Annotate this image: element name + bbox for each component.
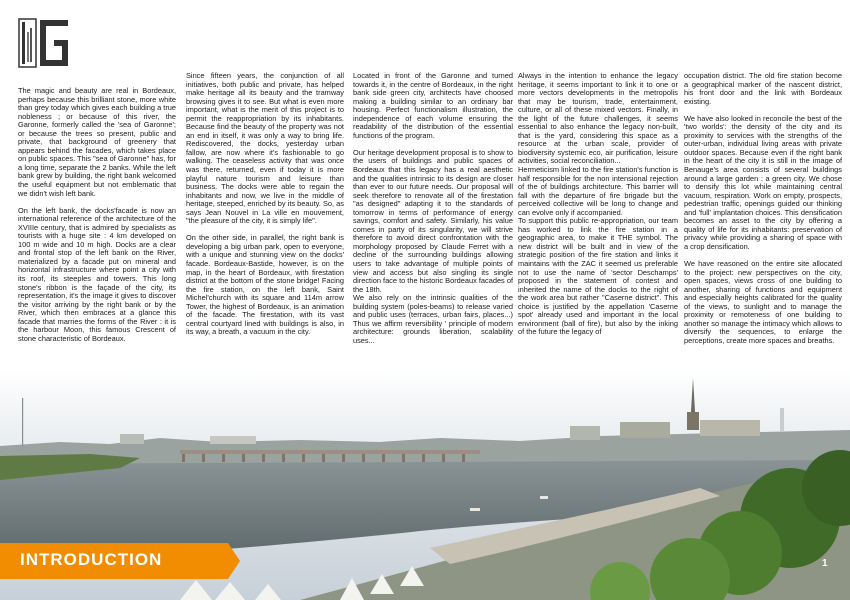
- paragraph: On the other side, in parallel, the right bank is developing a big urban park, open to everyone, with a unique and stunning view on the docks' facade. Bordeaux-Bastide, however, is on the map, in the heart of Bordeaux, with firestation district at the bottom of the stone bridge! Facing the fire station, on the left bank, Saint Michel'church with its square and 114m arrow Tower, the highest of Bordeaux, is an animation of the facade. The firestation, with its vast central courtyard lined with buildings is also, in its way, a breath, a vacuum in the city.: [186, 233, 344, 337]
- logo: [18, 18, 70, 68]
- paragraph: Since fifteen years, the conjunction of all initiatives, both public and private, has helped make heritage all its beauty and the tramway browsing gives it to see. But what is even more important, what is the merit of this project is to permit the reappropriation by its inhabitants. Because find the beauty of the property was not an end in itself, it was only a way to bring life. Rediscovered, the docks, yesterday urban fallow, are now where it's fashionable to go walking. The ceaseless activity that was once was there, returned, even if today it is more playful nature tourism and leisure than business. The docks were able to regain the inhabitants and now, we live in the middle of heritage, steeped, enriched by its beauty. So, as says Jean Nouvel in La ville en mouvement, "the pleasure of the city, it is simply life".: [186, 71, 344, 226]
- text-column-1: [18, 87, 176, 352]
- paragraph: Our heritage development proposal is to show to the users of buildings and public spaces of Bordeaux that this legacy has a real aesthetic and the qualities intrinsic to its design are closer than ever to our future needs. Our proposal will seek therefore to renovate all of the firestation "as designed" adapting it to the standards of tomorrow in terms of performance of energy savings, comfort and safety. Similarly, his value comes in party of its singularity, we will strive therefore to avoid direct confrontation with the morphology proposed by Claude Ferret with a decline of the surrounding buildings allowing users to take advantage of multiple points of view and access but also singling its single direction face to the historic Bordeaux facades of the 18th. We also rely on the intrinsic qualities of the building system (poles-beams) to release varied and public uses (terraces, urban fairs, places...) Thus we affirm reversibility ' principle of modern architecture: grounds liberation, scalability uses...: [353, 147, 513, 345]
- text-column-5: [684, 72, 842, 354]
- paragraph: On the left bank, the docks'facade is now an international reference of the architecture of the XVIIIe century, that is admired by specialists as tourists with a huge site : 4 km developed on 100 m wide and 10 m high. Docks are a clear and frontal stop of the left bank on the River, materialized by a facade put on mineral and horizontal infrastructure where point a city with its roof, its steeples and towers. This long stone's ribbon is the façade of the city, its representation, it's the image it gives to discover the visitor arriving by the right bank or by the River, which then embraces at a glance this facade that marries the forms of the River : it is the harbour Moon, this famous Crescent of stone characteristic of Bordeaux.: [18, 205, 176, 343]
- paragraph: The magic and beauty are real in Bordeaux, perhaps because this brilliant stone, more white than grey today which gives each building a true nobleness ; or because of this river, the Garonne, formerly called the 'sea of Garonne'; or because the trees so present, public and private, that background of greenery that appears behind the facades, which takes place on public spaces. This "sea of Garonne" has, for a long time, separate the 2 banks. While the left bank grew by building, the right bank welcomed the useful equipment but not emblematic that we didn't wish left bank.: [18, 86, 176, 198]
- paragraph: Always in the intention to enhance the legacy heritage, it seems important to link it to one or more vectors developments in the metropolis that may be tourism, trade, entertainment, culture, or all of these mixed vectors. Finally, in the light of the future challenges, it seems essential to also enhance the legacy non-built, that is the yard, considering this space as a resource at the urban scale, provider of biodiversity systemic eco, air purification, leisure activities, social reconciliation... Hermeticism linked to the fire station's function is half responsible for the non intensional rejection of the of buildings architecture. This barrier will fall with the departure of fire brigade but the perceived collective will be long to change and can evolve only if accompanied. To support this public re-appropriation, our team has worked to link the fire station in a geographic area, to make it THE symbol. The new district will be built and in view of the strategic position of the fire station and links it maintains with the ZAC it seemed us preferable not to use the name of 'sector Deschamps' proposed in the statement of contest and inherited the name of the docks to the right of the work area but rather "Caserne district". This choice is justified by the appellation 'Caserne spot' already used and important in the local environment (ball of fire), but also by the inking of the future the legacy of: [518, 71, 678, 337]
- paragraph: occupation district. The old fire station become a geographical marker of the nascent district, his front door and the link with Bordeaux existing.: [684, 71, 842, 106]
- text-column-4: [518, 72, 678, 346]
- paragraph: We have reasoned on the entire site allocated to the project: new perspectives on the city, open spaces, views cross of one building to another, sharing of functions and equipment and especially heights calibrated for the quality of the views, to sunlight and to manage the proximity or remoteness of one building to another so manage the intimacy which allows to diversify the sequences, to enlarge the perceptions, create more spaces and breaths.: [684, 259, 842, 345]
- text-column-2: [186, 72, 344, 346]
- paragraph: Located in front of the Garonne and turned towards it, in the centre of Bordeaux, in the right bank side green city, architects have choosed making a building similar to an ordinary bar housing. Perfect functionalism illustration, the independence of each volume ensuring the readability of the distribution of the essential functions of the program.: [353, 71, 513, 140]
- page-number: 1: [822, 558, 828, 569]
- section-title: INTRODUCTION: [20, 550, 163, 569]
- paragraph: We have also looked in reconcile the best of the 'two worlds': the density of the city and its proximity to services with the strengths of the outer-urban, individual living areas with private outdoor spaces. Because even if the right bank in the heart of the city it is still in the image of Benauge's area consists of several buildings around a large garden : a green city. We chose to densify this lot while maintaining central vacuum, respiration. Work on empty, prospects, pedestrian traffic, openings guided our thinking and 'full' implantation choices. This densification becomes an asset to the city by offering a quality of life for its inhabitants: preservation of privacy while providing a sharing of space with a crop densification.: [684, 113, 842, 251]
- text-column-3: [353, 72, 513, 354]
- monogram-icon: [18, 18, 70, 68]
